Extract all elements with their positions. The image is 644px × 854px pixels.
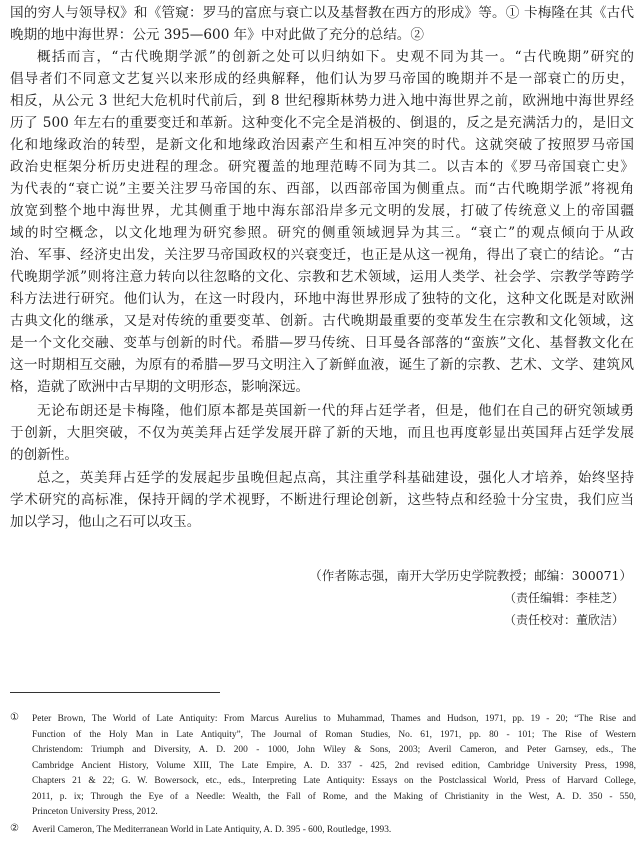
text-line: 总之，英美拜占廷学的发展起步虽晚但起点高，其注重学科基础建设，强化人才培养，始终坚持 xyxy=(37,470,634,486)
paragraph-4 xyxy=(10,467,634,533)
footnote-divider xyxy=(10,692,220,693)
text-line: 无论布朗还是卡梅隆，他们原本都是英国新一代的拜占廷学者，但是，他们在自己的研究领域勇 xyxy=(37,403,634,419)
text-line: 的创新性。 xyxy=(10,447,78,463)
text-line: 为代表的“衰亡说”主要关注罗马帝国的东、西部，以西部帝国为侧重点。而“古代晚期学派”将视角 xyxy=(10,181,634,197)
responsible-editor: （责任编辑：李桂芝） xyxy=(503,591,624,605)
text-line: 治、军事、经济史出发，关注罗马帝国政权的兴衰变迁，也正是从这一视角，得出了衰亡的结论。“古 xyxy=(10,247,634,263)
responsible-proofreader: （责任校对：董欣洁） xyxy=(503,613,624,627)
text-line: 倡导者们不同意文艺复兴以来形成的经典解释，他们认为罗马帝国的晚期并不是一部衰亡的历史， xyxy=(10,71,634,87)
text-line: 这一时期相互交融，为原有的希腊—罗马文明注入了新鲜血液，诞生了新的宗教、艺术、文学、建筑风 xyxy=(10,357,634,373)
text-line: 晚期的地中海世界：公元 395—600 年》中对此做了充分的总结。② xyxy=(10,27,424,43)
text-line: 于创新，大胆突破，不仅为英美拜占廷学发展开辟了新的天地，而且也再度彰显出英国拜占廷学发展 xyxy=(10,425,634,441)
text-line: 政治史框架分析历史进程的理念。研究覆盖的地理范畴不同为其二。以吉本的《罗马帝国衰亡史》 xyxy=(10,159,634,175)
text-line: 加以学习，他山之石可以攻玉。 xyxy=(10,514,201,530)
footnote-line: 2011, p. ix; Through the Eye of a Needle: Wealth, the Fall of Rome, and the Making of Christianity in the West, A. D. 350 - 550, xyxy=(32,791,636,802)
footnote-line: Christendom: Triumph and Diversity, A. D. 200 - 1000, John Wiley & Sons, 2003; Averil Cameron, and Peter Garnsey, eds., The xyxy=(32,745,636,755)
text-line: 相反，从公元 3 世纪大危机时代前后，到 8 世纪穆斯林势力进入地中海世界之前，欧洲地中海世界经 xyxy=(10,93,634,109)
text-line: 化和地缘政治的转型，是新文化和地缘政治因素产生和相互冲突的时代。这就突破了按照罗马帝国 xyxy=(10,137,634,153)
footnote-marker: ② xyxy=(10,823,19,834)
text-line: 是一个文化交融、变革与创新的时代。希腊—罗马传统、日耳曼各部落的“蛮族”文化、基督教文化在 xyxy=(10,335,634,351)
text-line: 科方法进行研究。他们认为，在这一时段内，环地中海世界形成了独特的文化，这种文化既是对欧洲 xyxy=(10,291,634,307)
text-line: 代晚期学派”则将注意力转向以往忽略的文化、宗教和艺术领域，运用人类学、社会学、宗教学等跨学 xyxy=(10,269,634,285)
text-line: 学术研究的高标准，保持开阔的学术视野，不断进行理论创新，这些特点和经验十分宝贵，我们应当 xyxy=(10,492,634,508)
text-line: 格，造就了欧洲中古早期的文明形态，影响深远。 xyxy=(10,379,310,395)
footnote-1 xyxy=(10,712,636,821)
author-info: （作者陈志强，南开大学历史学院教授；邮编：300071） xyxy=(309,568,632,583)
paragraph-3 xyxy=(10,400,634,466)
text-line: 历了 500 年左右的重要变迁和革新。这种变化不完全是消极的、倒退的，反之是充满活力的，是旧文 xyxy=(10,115,634,131)
author-signature-block xyxy=(212,565,632,631)
footnote-line: Function of the Holy Man in Late Antiquity”, The Journal of Roman Studies, No. 61, 1971, pp. 80 - 101; The Rise of Western xyxy=(32,729,636,740)
paragraph-1 xyxy=(10,2,634,46)
footnote-line: Chapters 21 & 22; G. W. Bowersock, etc., eds., Interpreting Late Antiquity: Essays on the Postclassical World, Press of Harvard College, xyxy=(32,776,636,786)
footnote-line: Princeton University Press, 2012. xyxy=(32,807,158,817)
text-line: 国的穷人与领导权》和《管窥：罗马的富庶与衰亡以及基督教在西方的形成》等。① 卡梅隆在其《古代 xyxy=(10,5,634,21)
footnote-marker: ① xyxy=(10,712,19,723)
footnote-line: Peter Brown, The World of Late Antiquity: From Marcus Aurelius to Muhammad, Thames and Hudson, 1971, pp. 19 - 20; “The Rise and xyxy=(32,714,636,724)
footnote-line: Averil Cameron, The Mediterranean World in Late Antiquity, A. D. 395 - 600, Routledge, 1993. xyxy=(32,825,392,835)
footnote-2 xyxy=(10,823,636,839)
paragraph-2 xyxy=(10,46,634,398)
text-line: 古典文化的继承，又是对传统的重要变革、创新。古代晚期最重要的变革发生在宗教和文化领域，这 xyxy=(10,313,634,329)
footnote-line: Cambridge Ancient History, Volume XIII, The Late Empire, A. D. 337 - 425, 2nd revised edition, Cambridge University Press, 1998, xyxy=(32,760,636,771)
text-line: 域的时空概念，以文化地理为研究参照。研究的侧重领域迥异为其三。“衰亡”的观点倾向于从政 xyxy=(10,225,634,241)
text-line: 放宽到整个地中海世界，尤其侧重于地中海东部沿岸多元文明的发展，打破了传统意义上的帝国疆 xyxy=(10,203,634,219)
text-line: 概括而言，“古代晚期学派”的创新之处可以归纳如下。史观不同为其一。“古代晚期”研究的 xyxy=(37,49,634,65)
